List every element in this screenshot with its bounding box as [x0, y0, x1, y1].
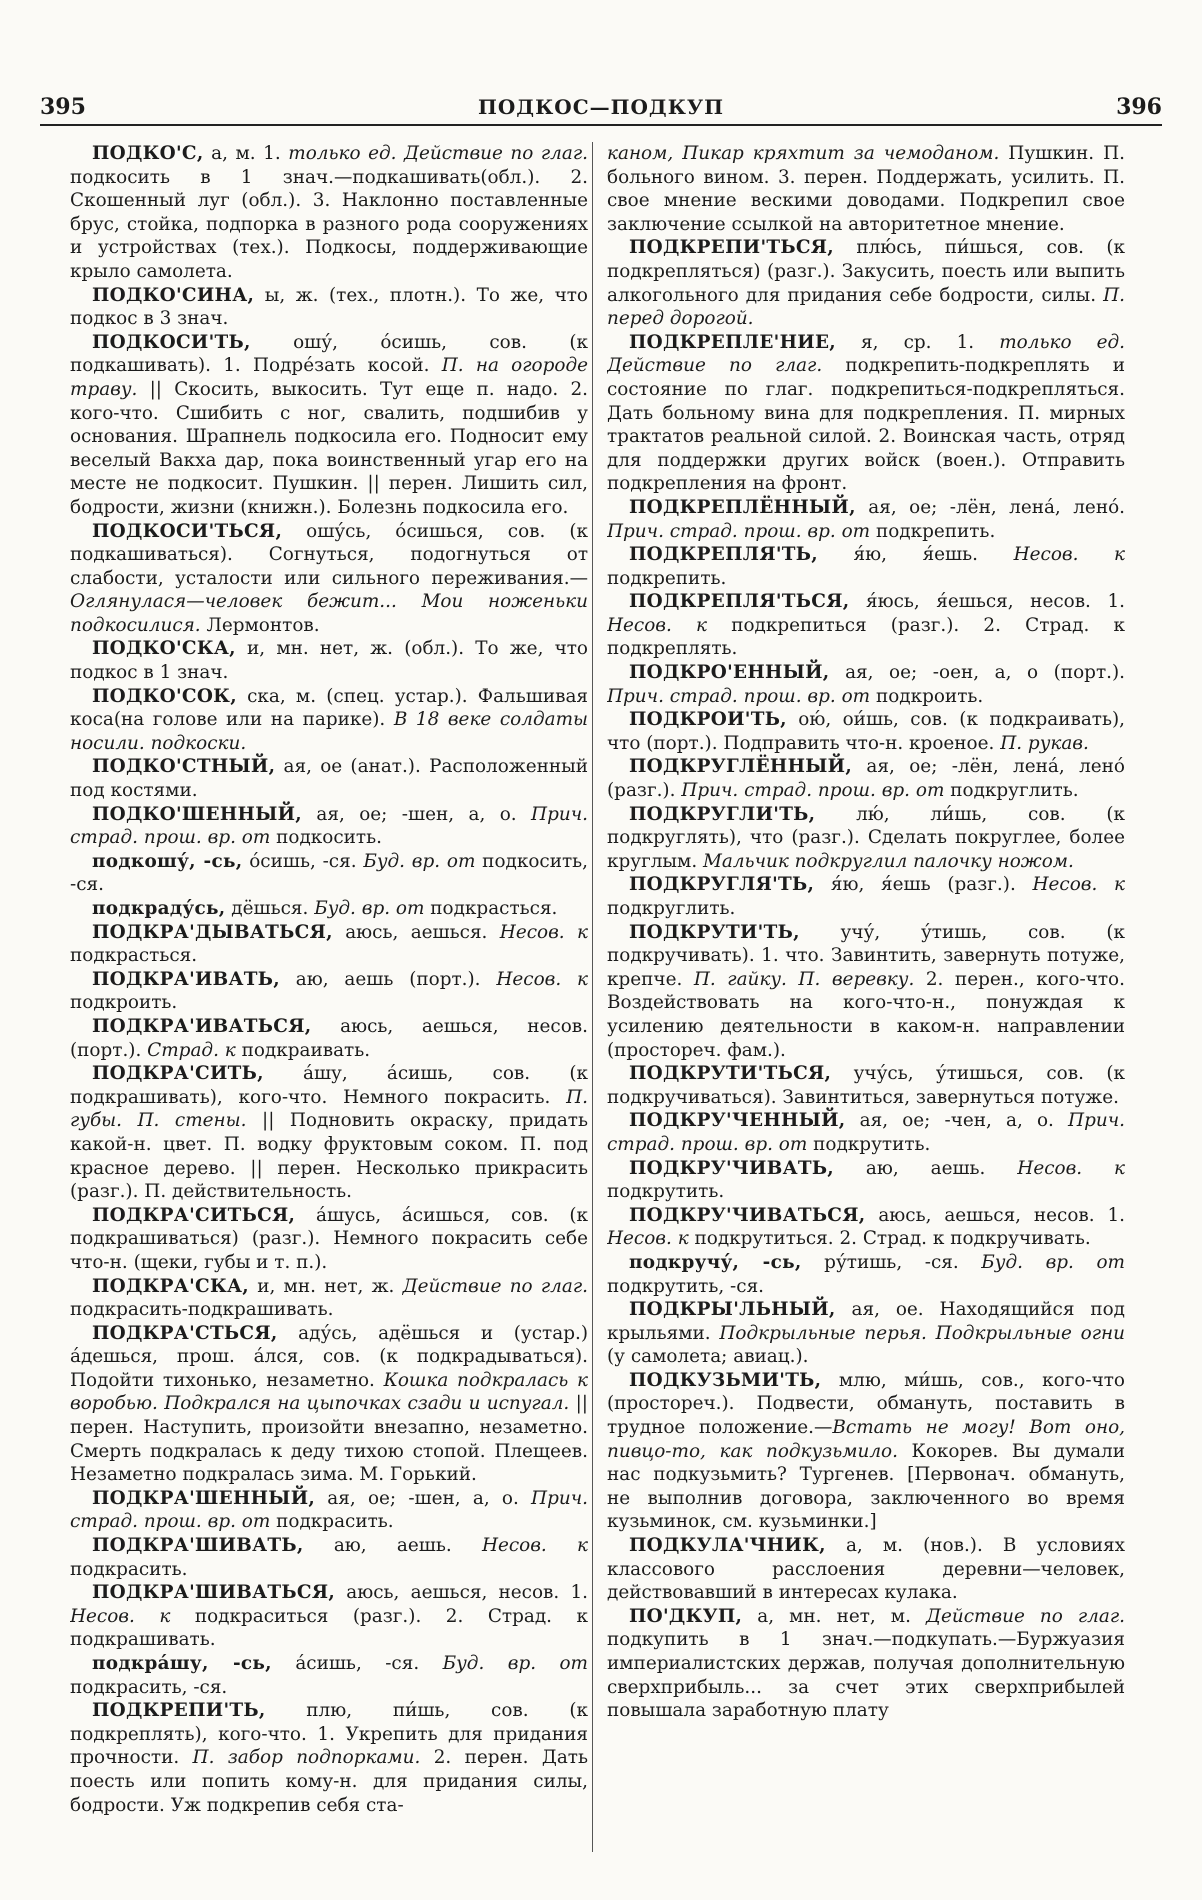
entry-continuation: подкроить.	[870, 685, 984, 707]
entry-example: Несов. к	[607, 614, 708, 636]
entry-example: Подкрыльные перья. Подкрыльные огни	[719, 1322, 1125, 1344]
entry-headword: подкраду́сь,	[92, 898, 226, 919]
entry-grammar: ая, ое; -лён, лена́, лено́	[852, 756, 1125, 778]
entry-grammar: и, мн. нет, ж.	[235, 638, 405, 660]
entry-grammar: а, мн. нет, м.	[742, 1605, 927, 1627]
entry-headword: ПОДКРА'СТЬСЯ,	[92, 1322, 278, 1344]
entry-headword: ПОДКРУГЛИ'ТЬ,	[629, 803, 816, 825]
entry-headword: ПОДКРУГЛЁННЫЙ,	[629, 756, 853, 778]
entry-grammar: ы, ж.	[254, 284, 329, 306]
left-column	[70, 142, 588, 1862]
entry-headword: ПОДКРУТИ'ТЬСЯ,	[629, 1063, 832, 1085]
entry-headword: ПОДКО'СИНА,	[92, 284, 255, 306]
entry-continuation: (у самолета; авиац.).	[607, 1346, 809, 1368]
entry-example: Несов. к	[1017, 1157, 1125, 1179]
dictionary-entry	[70, 1581, 588, 1652]
entry-grammar: о́сишь, -ся.	[242, 850, 364, 872]
entry-definition: (порт.).	[70, 1039, 148, 1061]
entry-definition: (к подкраивать), что (порт.). Подправить что-н. кроеное.	[607, 709, 1125, 754]
entry-definition: (к подкашиваться). Согнуться, подогнуться от слабости, усталости или сильного переживания.—	[70, 520, 588, 589]
entry-definition: (к подкреплять), кого-что. 1. Укрепить для придания прочности.	[70, 1700, 588, 1769]
entry-grammar: я́ю, я́ешь.	[817, 544, 1014, 566]
entry-headword: ПОДКРОИ'ТЬ,	[629, 709, 787, 731]
dictionary-entry	[70, 897, 588, 921]
entry-grammar: а, м.	[825, 1535, 924, 1557]
entry-headword: ПОДКОСИ'ТЬСЯ,	[92, 520, 283, 542]
entry-headword: ПОДКО'СОК,	[92, 685, 237, 707]
entry-example: Действие по глаг.	[926, 1605, 1125, 1627]
entry-headword: ПОДКРО'ЕННЫЙ,	[629, 662, 830, 684]
entry-grammar: я, ср. 1.	[835, 331, 1000, 353]
dictionary-entry	[607, 1605, 1125, 1723]
entry-grammar: ая, ое; -чен, а, о.	[845, 1110, 1069, 1132]
entry-continuation: 2. перен. Дать поесть или попить кому-н. для придания силы, бодрости. Уж подкрепив себя ста-	[70, 1747, 588, 1816]
entry-example: Прич. страд. прош. вр. от	[607, 1110, 1125, 1155]
dictionary-entry	[607, 1534, 1125, 1605]
entry-headword: ПОДКРУ'ЧИВАТЬ,	[629, 1157, 835, 1179]
dictionary-entry	[70, 637, 588, 684]
entry-example: Несов. к	[496, 968, 588, 990]
dictionary-entry	[70, 1652, 588, 1699]
right-column	[607, 142, 1125, 1862]
dictionary-entry	[607, 755, 1125, 802]
dictionary-entry	[70, 284, 588, 331]
entry-definition: (обл.). То же, что подкос в 1 знач.	[70, 638, 588, 684]
entry-continuation: подкрутить.	[607, 1181, 725, 1203]
entry-headword: ПОДКО'С,	[92, 143, 204, 164]
entry-example: Мальчик подкруглил палочку ножом.	[703, 850, 1074, 872]
entry-headword: ПОДКРУГЛЯ'ТЬ,	[629, 874, 815, 896]
entry-example: Кошка подкралась к воробью. Подкрался на цыпочках сзади и испугал.	[70, 1369, 588, 1415]
entry-example: Несов. к	[1013, 544, 1125, 566]
entry-grammar: аюсь, аешься, несов. 1.	[865, 1204, 1125, 1226]
dictionary-entry	[70, 685, 588, 756]
dictionary-entry	[607, 921, 1125, 1063]
entry-continuation: Кокорев. Вы думали нас подкузьмить? Тургенев. [Первонач. обмануть, не выполнив договора, заключенного во время кузьминок, см. кузьминки.]	[607, 1440, 1125, 1533]
dictionary-entry	[70, 1322, 588, 1487]
entry-continuation: подкрасться.	[70, 945, 198, 967]
entry-headword: ПОДКРЕПЛЕ'НИЕ,	[629, 331, 836, 353]
entry-grammar: аю, аешь.	[834, 1157, 1018, 1179]
dictionary-entry	[70, 968, 588, 1015]
entry-headword: ПОДКРУ'ЧЕННЫЙ,	[629, 1110, 846, 1132]
entry-headword: ПОДКРЕПЛЯ'ТЬ,	[629, 544, 818, 566]
entry-grammar: млю, ми́шь, сов., кого-что	[821, 1369, 1125, 1391]
running-title: ПОДКОС—ПОДКУП	[477, 95, 725, 119]
entry-grammar: аду́сь, адёшься и (устар.) а́дешься, прош. а́лся, сов.	[70, 1322, 588, 1368]
entry-example: П. на огороде траву.	[70, 355, 588, 400]
entry-headword: ПОДКРУТИ'ТЬ,	[629, 921, 800, 943]
entry-definition: (к подкрепляться) (разг.). Закусить, поесть или выпить алкогольного для придания себе бодрости, силы.	[607, 237, 1125, 306]
entry-definition: (нов.). В условиях классового расслоения деревни—человек, действовавший в интересах кулака.	[607, 1535, 1125, 1604]
entry-grammar: и, мн. нет, ж.	[248, 1275, 403, 1297]
entry-example: Встать не могу! Вот оно, пивцо-то, как подкузьмило.	[607, 1417, 1125, 1462]
left-page-number: 395	[40, 94, 86, 120]
entry-definition: (разг.).	[947, 874, 1033, 896]
entry-continuation: подкрутить, -ся.	[607, 1275, 765, 1297]
entry-example: П. забор подпорками.	[192, 1747, 421, 1769]
entry-grammar: учу́сь, у́тишься, сов.	[831, 1063, 1107, 1085]
entry-continuation: подкосить.	[270, 827, 382, 849]
entry-grammar: учу́, у́тишь, сов.	[799, 921, 1107, 943]
dictionary-entry	[607, 1369, 1125, 1534]
entry-grammar: ошу́сь, о́сишься, сов.	[282, 520, 570, 542]
entry-example: Прич. страд. прош. вр. от	[607, 520, 871, 542]
entry-continuation: подкосить в 1 знач.—подкашивать(обл.). 2. Скошенный луг (обл.). 3. Наклонно поставленные брус, стойка, подпорка в разного рода сооружениях и устройствах (тех.). Подкосы, поддерживающие крыло самолета.	[70, 166, 588, 282]
entry-headword: ПОДКРА'СКА,	[92, 1275, 249, 1297]
entry-definition: Находящийся под крыльями.	[607, 1299, 1125, 1344]
dictionary-entry	[70, 1534, 588, 1581]
entry-example: Прич. страд. прош. вр. от	[70, 1487, 588, 1533]
dictionary-entry	[607, 1109, 1125, 1156]
entry-example: Оглянулася—человек бежит... Мои ноженьки подкосилися.	[70, 591, 588, 636]
entry-continuation: подкрутиться. 2. Страд. к подкручивать.	[688, 1228, 1091, 1250]
entry-example: Страд. к	[147, 1039, 236, 1061]
entry-headword: ПОДКРА'СИТЬСЯ,	[92, 1204, 296, 1226]
entry-continuation: подкрепиться (разг.). 2. Страд. к подкреплять.	[607, 614, 1125, 660]
entry-continuation: подкруглить.	[944, 780, 1079, 802]
dictionary-entry	[70, 1062, 588, 1204]
entry-example: Несов. к	[481, 1535, 588, 1557]
dictionary-entry	[607, 1251, 1125, 1298]
entry-headword: ПОДКРЕПИ'ТЬ,	[92, 1700, 266, 1722]
entry-headword: ПОДКРЫ'ЛЬНЫЙ,	[629, 1299, 836, 1321]
entry-continuation: || Подновить окраску, придать какой-н. цвет. П. водку фруктовым соком. П. под красное дерево. || перен. Несколько прикрасить (разг.). П. действительность.	[70, 1110, 588, 1203]
entry-grammar: дёшься.	[225, 898, 315, 919]
entry-grammar: а́шусь, а́сишься, сов.	[295, 1204, 570, 1226]
entry-definition: (к подкруглять), что (разг.). Сделать покруглее, более круглым.	[607, 803, 1125, 872]
entry-example: Прич. страд. прош. вр. от	[607, 685, 871, 707]
entry-grammar: ру́тишь, -ся.	[801, 1251, 982, 1273]
entry-headword: ПОДКРА'ШИВАТЬ,	[92, 1535, 304, 1557]
entry-continuation: подкосить, -ся.	[70, 850, 588, 896]
entry-headword: ПОДКРА'ДЫВАТЬСЯ,	[92, 921, 333, 943]
entry-example: Буд. вр. от	[981, 1251, 1125, 1273]
entry-grammar: а́сишь, -ся.	[271, 1653, 443, 1674]
entry-grammar: ою́, ои́шь, сов.	[786, 709, 960, 731]
entry-grammar: аю, аешь	[279, 968, 410, 990]
entry-example: П. гайку. П. веревку.	[693, 968, 915, 990]
dictionary-entry	[70, 1487, 588, 1534]
entry-example: только ед. Действие по глаг.	[607, 331, 1125, 377]
entry-example: Действие по глаг.	[402, 1275, 588, 1297]
entry-grammar: ая, ое; -лён, лена́, лено́.	[855, 496, 1125, 518]
entry-continuation: подкраивать.	[235, 1039, 371, 1061]
header-rule	[40, 124, 1162, 126]
entry-example: П. рукав.	[1000, 732, 1089, 754]
entry-example: Несов. к	[1032, 874, 1125, 896]
entry-grammar: плю́сь, пи́шься, сов.	[834, 237, 1107, 259]
entry-grammar: аю, аешь.	[303, 1535, 482, 1557]
dictionary-entry	[607, 803, 1125, 874]
column-divider	[592, 142, 593, 1852]
dictionary-entry	[607, 1298, 1125, 1369]
entry-headword: ПОДКУЗЬМИ'ТЬ,	[629, 1369, 822, 1391]
dictionary-entry	[70, 1699, 588, 1817]
entry-example: Несов. к	[607, 1228, 689, 1250]
entry-grammar: ска, м.	[236, 685, 327, 707]
entry-continuation: подкрутить.	[807, 1133, 931, 1155]
entry-continuation: подкруглить.	[607, 898, 736, 919]
dictionary-entry	[70, 1275, 588, 1322]
entry-grammar: аюсь, аешься, несов.	[311, 1015, 588, 1037]
entry-continuation: подкупить в 1 знач.—подкупать.—Буржуазия империалистских держав, получая дополнительную сверхприбыль... за счет этих сверхприбылей повышала заработную плату	[607, 1629, 1125, 1722]
entry-definition: (к подкрашивать), кого-что. Немного покрасить.	[70, 1063, 588, 1108]
entry-example: Прич. страд. прош. вр. от	[681, 780, 945, 802]
entry-continuation: подкрасить.	[70, 1558, 188, 1580]
entry-grammar: а́шу, а́сишь, сов.	[263, 1063, 570, 1085]
entry-grammar: а, м. 1.	[203, 143, 289, 164]
entry-headword: ПОДКУЛА'ЧНИК,	[629, 1535, 826, 1557]
entry-grammar: ая, ое	[275, 756, 351, 778]
dictionary-entry	[70, 850, 588, 897]
entry-definition: (к подкручивать). 1. что. Завинтить, завернуть потуже, крепче.	[607, 921, 1125, 990]
dictionary-entry	[607, 661, 1125, 708]
entry-grammar: я́юсь, я́ешься, несов. 1.	[849, 591, 1125, 613]
entry-headword: ПОДКРА'ИВАТЬСЯ,	[92, 1015, 312, 1037]
entry-definition: (спец. устар.). Фальшивая коса(на голове или на парике).	[70, 685, 588, 731]
entry-continuation: подкраситься (разг.). 2. Страд. к подкрашивать.	[70, 1605, 588, 1651]
entry-grammar: ая, ое; -оен, а, о	[829, 662, 1054, 684]
entry-grammar: ая, ое; -шен, а, о.	[315, 1487, 532, 1509]
entry-definition: (к подкручиваться). Завинтиться, завернуться потуже.	[607, 1063, 1125, 1108]
dictionary-entry	[607, 1204, 1125, 1251]
entry-continuation: подкрепить.	[607, 567, 727, 589]
dictionary-entry	[607, 1062, 1125, 1109]
entry-grammar: ая, ое; -шен, а, о.	[302, 803, 532, 825]
entry-example: В 18 веке солдаты носили. подкоски.	[70, 709, 588, 754]
entry-example: каном, Пикар кряхтит за чемоданом.	[607, 143, 1000, 164]
entry-grammar: плю, пи́шь, сов.	[265, 1700, 570, 1722]
entry-definition: (тех., плотн.). То же, что подкос в 3 знач.	[70, 284, 588, 330]
entry-continuation: Лермонтов.	[200, 614, 320, 636]
entry-headword: ПОДКРА'СИТЬ,	[92, 1063, 264, 1085]
entry-headword: ПОДКРА'ИВАТЬ,	[92, 968, 280, 990]
entry-definition: (к подкрашиваться) (разг.). Немного покрасить себе что-н. (щеки, губы и т. п.).	[70, 1204, 588, 1273]
entry-grammar: аюсь, аешься.	[332, 921, 500, 943]
dictionary-entry	[607, 142, 1125, 236]
entry-example: Буд. вр. от	[314, 898, 425, 919]
entry-continuation: подкрасться.	[424, 898, 558, 919]
entry-example: Прич. страд. прош. вр. от	[70, 803, 588, 849]
entry-headword: ПОДКОСИ'ТЬ,	[92, 331, 251, 353]
entry-headword: ПОДКО'СТНЫЙ,	[92, 756, 276, 778]
dictionary-entry	[607, 331, 1125, 496]
entry-continuation: Пушкин. П. больного вином. 3. перен. Поддержать, усилить. П. свое мнение вескими доводами. Подкрепил свое заключение ссылкой на авторитетное мнение.	[607, 143, 1125, 235]
dictionary-entry	[70, 1204, 588, 1275]
entry-example: П. перед дорогой.	[607, 284, 1125, 330]
dictionary-entry	[607, 590, 1125, 661]
entry-definition: (к подкрадываться). Подойти тихонько, незаметно.	[70, 1346, 588, 1391]
entry-headword: ПОДКРЕПЛЁННЫЙ,	[629, 496, 856, 518]
entry-headword: ПОДКО'ШЕННЫЙ,	[92, 803, 302, 825]
dictionary-entry	[70, 921, 588, 968]
entry-headword: подкручу́, -сь,	[629, 1251, 802, 1273]
entry-headword: ПОДКО'СКА,	[92, 638, 236, 660]
entry-headword: подкошу́, -сь,	[92, 850, 243, 872]
entry-grammar: я́ю, я́ешь	[814, 874, 948, 896]
entry-grammar: аюсь, аешься, несов. 1.	[335, 1582, 588, 1604]
entry-definition: (порт.).	[409, 968, 497, 990]
entry-example: Несов. к	[70, 1605, 171, 1627]
entry-headword: ПОДКРЕПЛЯ'ТЬСЯ,	[629, 591, 850, 613]
dictionary-entry	[607, 496, 1125, 543]
entry-definition: (к подкашивать). 1. Подре́зать косой.	[70, 331, 588, 377]
dictionary-entry	[607, 543, 1125, 590]
entry-continuation: || перен. Наступить, произойти внезапно, незаметно. Смерть подкралась к деду тихою стопой. Плещеев. Незаметно подкралась зима. М. Горький.	[70, 1393, 588, 1486]
dictionary-entry	[70, 1015, 588, 1062]
dictionary-entry	[70, 520, 588, 638]
entry-continuation: || Скосить, выкосить. Тут еще п. надо. 2. кого-что. Сшибить с ног, свалить, подшибив у основания. Шрапнель подкосила его. Подносит ему веселый Вакха дар, пока воинственный угар его на месте не подкосит. Пушкин. || перен. Лишить сил, бодрости, жизни (книжн.). Болезнь подкосила его.	[70, 378, 588, 518]
dictionary-entry	[607, 1157, 1125, 1204]
entry-continuation: подкроить.	[70, 992, 178, 1014]
entry-grammar: ошу́, о́сишь, сов.	[250, 331, 570, 353]
entry-example: Буд. вр. от	[363, 850, 476, 872]
dictionary-entry	[607, 873, 1125, 920]
entry-example: Буд. вр. от	[442, 1653, 588, 1674]
entry-continuation: подкрасить-подкрашивать.	[70, 1299, 334, 1321]
entry-headword: ПОДКРЕПИ'ТЬСЯ,	[629, 237, 835, 259]
entry-definition: (анат.). Расположенный под костями.	[70, 756, 588, 802]
entry-headword: ПОДКРУ'ЧИВАТЬСЯ,	[629, 1204, 866, 1226]
entry-grammar: лю́, ли́шь, сов.	[815, 803, 1107, 825]
entry-continuation: подкрасить, -ся.	[70, 1676, 228, 1698]
entry-headword: ПОДКРА'ШИВАТЬСЯ,	[92, 1582, 336, 1604]
entry-headword: ПОДКРА'ШЕННЫЙ,	[92, 1487, 316, 1509]
entry-headword: подкра́шу, -сь,	[92, 1653, 272, 1674]
entry-definition: (порт.).	[1053, 662, 1125, 684]
entry-continuation: подкрасить.	[270, 1511, 394, 1533]
entry-continuation: 2. перен., кого-что. Воздействовать на кого-что-н., понуждая к усилению деятельности в каком-н. направлении (просторeч. фам.).	[607, 968, 1125, 1061]
entry-definition: (простореч.). Подвести, обмануть, поставить в трудное положение.—	[607, 1393, 1125, 1439]
entry-example: Несов. к	[499, 921, 588, 943]
dictionary-entry	[70, 142, 588, 284]
dictionary-entry	[607, 236, 1125, 330]
dictionary-entry	[70, 755, 588, 802]
entry-headword: ПО'ДКУП,	[629, 1605, 743, 1627]
entry-continuation: подкрепить.	[870, 520, 996, 542]
entry-continuation: подкрепить-подкреплять и состояние по глаг. подкрепиться-подкрепляться. Дать больному вина для подкрепления. П. мирных трактатов реальной силой. 2. Воинская часть, отряд для поддержки других войск (воен.). Отправить подкрепления на фронт.	[607, 355, 1125, 495]
right-page-number: 396	[1116, 94, 1162, 120]
entry-grammar: ая, ое.	[835, 1299, 940, 1321]
dictionary-entry	[70, 331, 588, 520]
page-header	[40, 92, 1162, 122]
entry-example: П. губы. П. стены.	[70, 1086, 588, 1132]
dictionary-entry	[607, 708, 1125, 755]
dictionary-entry	[70, 803, 588, 850]
entry-definition: (разг.).	[607, 780, 682, 802]
entry-example: только ед. Действие по глаг.	[288, 143, 588, 164]
